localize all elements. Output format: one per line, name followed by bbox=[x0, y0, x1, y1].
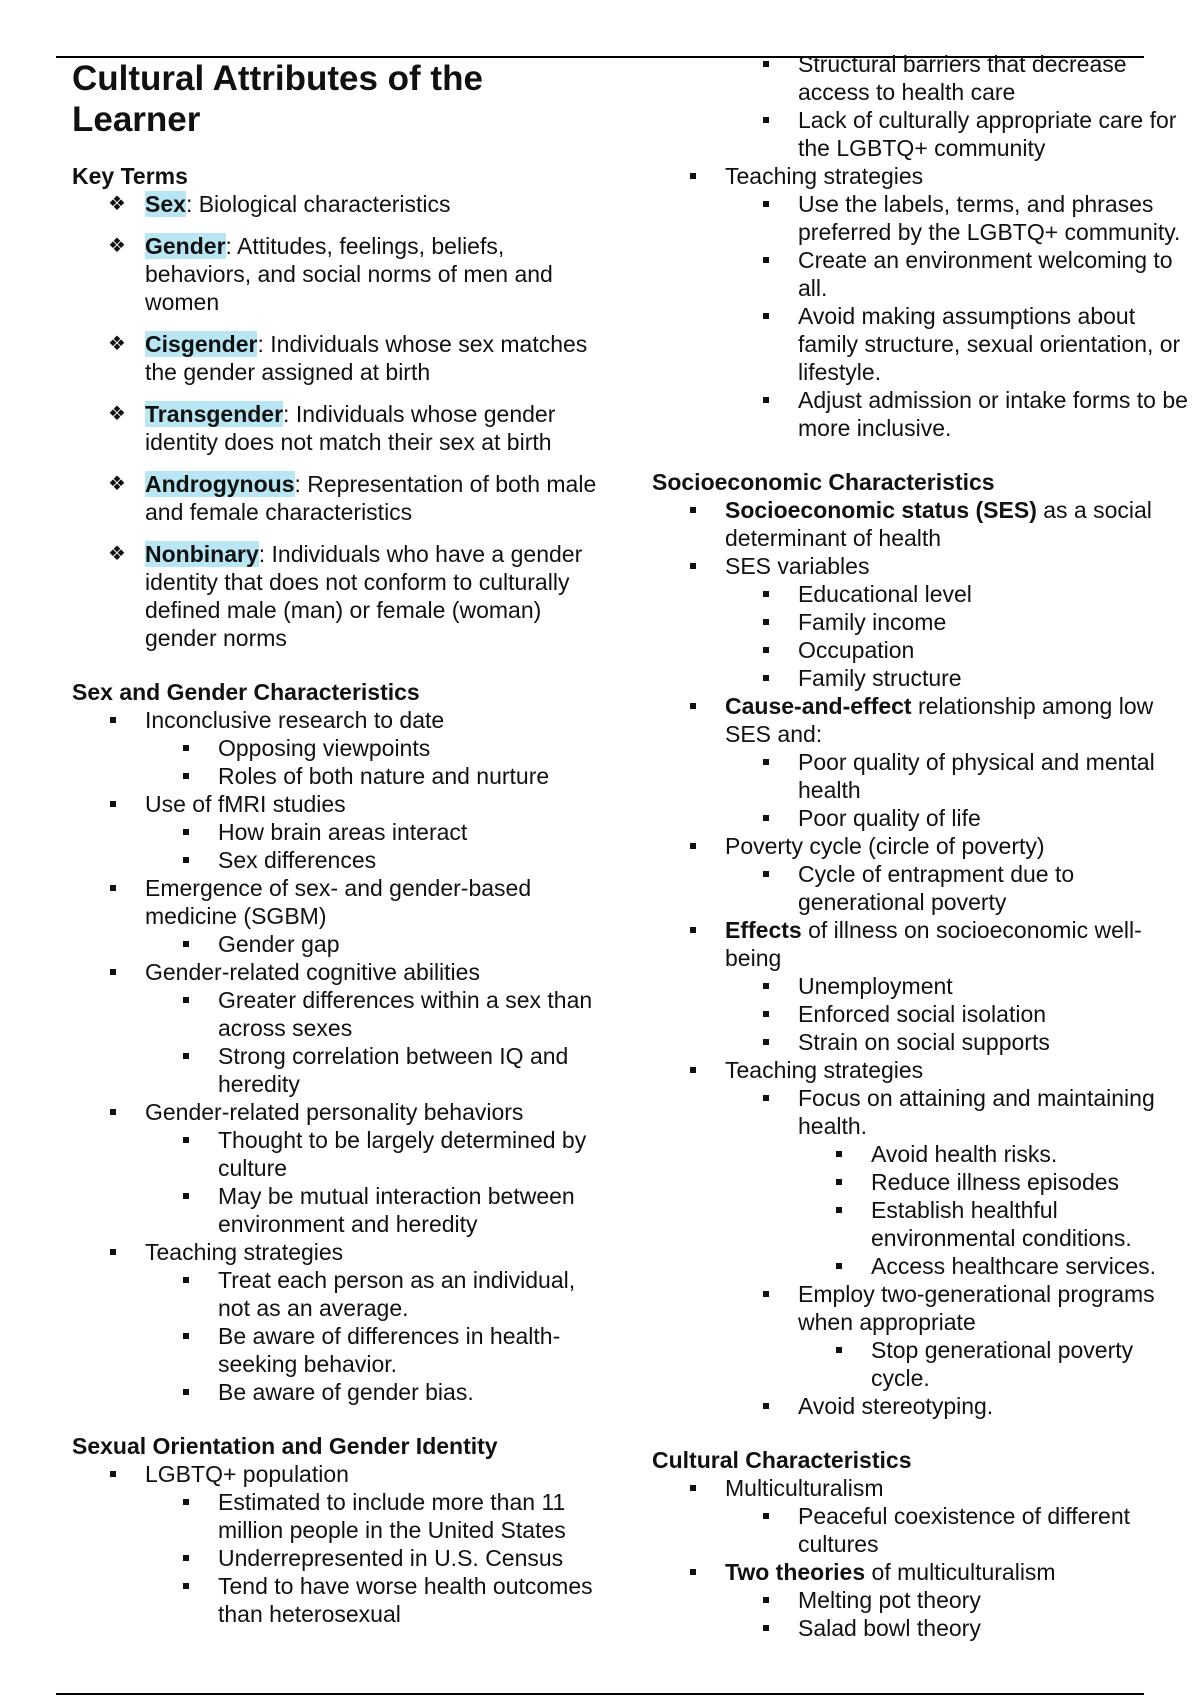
sub-item-text: Enforced social isolation bbox=[798, 1001, 1047, 1027]
sub-item-text: May be mutual interaction between environment and heredity bbox=[218, 1183, 575, 1237]
cultural-heading: Cultural Characteristics bbox=[652, 1447, 912, 1473]
sub-list-item bbox=[145, 734, 612, 762]
sub-sub-item-text: Stop generational poverty cycle. bbox=[871, 1337, 1134, 1391]
sub-item-text: Salad bowl theory bbox=[798, 1615, 981, 1641]
list-item-text: Poverty cycle (circle of poverty) bbox=[725, 833, 1045, 859]
sub-list-item bbox=[725, 580, 1192, 608]
sub-item-text: Peaceful coexistence of different cultures bbox=[798, 1503, 1131, 1557]
term-sex: Sex bbox=[145, 191, 186, 217]
square-bullet-icon bbox=[690, 843, 696, 849]
sub-item-text: Avoid making assumptions about family structure, sexual orientation, or lifestyle. bbox=[798, 303, 1181, 385]
sub-list bbox=[725, 190, 1192, 442]
sub-sub-item-text: Avoid health risks. bbox=[871, 1141, 1058, 1167]
left-column bbox=[72, 58, 612, 1692]
sub-item-text: Tend to have worse health outcomes than heterosexual bbox=[218, 1573, 593, 1627]
right-column bbox=[652, 50, 1192, 1692]
sub-item-text: Create an environment welcoming to all. bbox=[798, 247, 1173, 301]
key-term-item bbox=[72, 400, 612, 456]
orientation-teaching-list bbox=[652, 162, 1192, 442]
square-bullet-icon bbox=[183, 1499, 189, 1505]
sub-list-item bbox=[725, 636, 1192, 664]
square-bullet-icon bbox=[110, 1471, 116, 1477]
sub-list bbox=[725, 748, 1192, 832]
square-bullet-icon bbox=[836, 1347, 842, 1353]
sub-list-item bbox=[145, 846, 612, 874]
sub-item-text: Gender gap bbox=[218, 931, 340, 957]
cultural-list bbox=[652, 1474, 1192, 1642]
term-definition: : Biological characteristics bbox=[185, 191, 451, 217]
sub-item-text: Be aware of differences in health-seeking behavior. bbox=[218, 1323, 561, 1377]
square-bullet-icon bbox=[763, 117, 769, 123]
sub-item-text: Poor quality of physical and mental health bbox=[798, 749, 1155, 803]
sub-item-text: Use the labels, terms, and phrases preferred by the LGBTQ+ community. bbox=[798, 191, 1181, 245]
orientation-section bbox=[72, 1432, 612, 1628]
square-bullet-icon bbox=[763, 1513, 769, 1519]
bold-phrase: Socioeconomic status (SES) bbox=[725, 497, 1037, 523]
square-bullet-icon bbox=[763, 61, 769, 67]
list-item bbox=[72, 790, 612, 874]
term-androgynous: Androgynous bbox=[145, 471, 295, 497]
sub-list-item bbox=[725, 1502, 1192, 1558]
sub-list-item bbox=[145, 1266, 612, 1322]
list-item bbox=[652, 1056, 1192, 1420]
sub-list-item bbox=[145, 1042, 612, 1098]
square-bullet-icon bbox=[763, 201, 769, 207]
list-item bbox=[652, 496, 1192, 552]
square-bullet-icon bbox=[763, 1291, 769, 1297]
square-bullet-icon bbox=[763, 871, 769, 877]
square-bullet-icon bbox=[110, 1109, 116, 1115]
square-bullet-icon bbox=[836, 1151, 842, 1157]
sub-list bbox=[145, 818, 612, 874]
square-bullet-icon bbox=[110, 885, 116, 891]
list-item-text: Gender-related cognitive abilities bbox=[145, 959, 480, 985]
sub-list-item bbox=[725, 1280, 1192, 1392]
sub-list-item bbox=[725, 860, 1192, 916]
term-nonbinary: Nonbinary bbox=[145, 541, 259, 567]
square-bullet-icon bbox=[183, 1137, 189, 1143]
list-item-text: relationship among low SES and: bbox=[725, 693, 1154, 747]
square-bullet-icon bbox=[763, 983, 769, 989]
list-item bbox=[72, 1460, 612, 1628]
sub-list bbox=[145, 930, 612, 958]
term-definition: : Individuals whose sex matches the gender assigned at birth bbox=[145, 331, 588, 385]
square-bullet-icon bbox=[763, 1403, 769, 1409]
diamond-bullet-icon: ❖ bbox=[108, 333, 126, 355]
sub-sub-list bbox=[798, 1336, 1192, 1392]
sub-sub-item-text: Establish healthful environmental conditions. bbox=[871, 1197, 1132, 1251]
sub-list-item bbox=[145, 1182, 612, 1238]
sub-item-text: Treat each person as an individual, not as an average. bbox=[218, 1267, 576, 1321]
cultural-section bbox=[652, 1446, 1192, 1642]
sub-item-text: Melting pot theory bbox=[798, 1587, 981, 1613]
sub-list-item bbox=[725, 386, 1192, 442]
diamond-bullet-icon: ❖ bbox=[108, 403, 126, 425]
list-item bbox=[652, 692, 1192, 832]
square-bullet-icon bbox=[183, 1333, 189, 1339]
sub-list-item bbox=[145, 986, 612, 1042]
list-item-text: Teaching strategies bbox=[725, 1057, 924, 1083]
sex-gender-list bbox=[72, 706, 612, 1406]
sub-list bbox=[725, 580, 1192, 692]
sub-list bbox=[725, 1084, 1192, 1420]
sub-item-text: Thought to be largely determined by culture bbox=[218, 1127, 587, 1181]
sub-sub-list-item bbox=[798, 1140, 1192, 1168]
square-bullet-icon bbox=[183, 997, 189, 1003]
list-item bbox=[72, 958, 612, 1098]
square-bullet-icon bbox=[763, 257, 769, 263]
sub-list-item bbox=[725, 302, 1192, 386]
list-item bbox=[652, 1558, 1192, 1642]
socioeconomic-section bbox=[652, 468, 1192, 1420]
list-item-text: of multiculturalism bbox=[865, 1559, 1056, 1585]
square-bullet-icon bbox=[763, 619, 769, 625]
orientation-heading: Sexual Orientation and Gender Identity bbox=[72, 1433, 498, 1459]
list-item bbox=[72, 706, 612, 790]
square-bullet-icon bbox=[690, 1485, 696, 1491]
sub-item-text: Family structure bbox=[798, 665, 962, 691]
orientation-continued bbox=[652, 50, 1192, 442]
sub-list bbox=[145, 1488, 612, 1628]
square-bullet-icon bbox=[763, 1011, 769, 1017]
list-item bbox=[652, 832, 1192, 916]
sub-list-item bbox=[725, 1000, 1192, 1028]
term-definition: : Representation of both male and female characteristics bbox=[145, 471, 597, 525]
sub-item-text: Family income bbox=[798, 609, 947, 635]
term-definition: : Attitudes, feelings, beliefs, behaviors, and social norms of men and women bbox=[145, 233, 553, 315]
list-item bbox=[652, 1474, 1192, 1558]
sub-item-text: Structural barriers that decrease access to health care bbox=[798, 51, 1127, 105]
square-bullet-icon bbox=[690, 1569, 696, 1575]
list-item bbox=[652, 916, 1192, 1056]
sub-list-item bbox=[725, 1586, 1192, 1614]
square-bullet-icon bbox=[183, 1193, 189, 1199]
list-item bbox=[652, 552, 1192, 692]
sex-gender-heading: Sex and Gender Characteristics bbox=[72, 679, 420, 705]
list-item-text: Teaching strategies bbox=[725, 163, 924, 189]
sub-list-item bbox=[725, 1392, 1192, 1420]
square-bullet-icon bbox=[183, 1583, 189, 1589]
square-bullet-icon bbox=[690, 1067, 696, 1073]
square-bullet-icon bbox=[183, 829, 189, 835]
list-item bbox=[652, 162, 1192, 442]
sub-sub-list-item bbox=[798, 1336, 1192, 1392]
sub-sub-list-item bbox=[798, 1168, 1192, 1196]
sub-item-text: Adjust admission or intake forms to be more inclusive. bbox=[798, 387, 1188, 441]
diamond-bullet-icon: ❖ bbox=[108, 543, 126, 565]
sub-list-item bbox=[725, 1084, 1192, 1280]
square-bullet-icon bbox=[690, 927, 696, 933]
sub-item-text: Estimated to include more than 11 million people in the United States bbox=[218, 1489, 566, 1543]
sub-list-item bbox=[725, 190, 1192, 246]
square-bullet-icon bbox=[110, 1249, 116, 1255]
square-bullet-icon bbox=[183, 1277, 189, 1283]
key-terms-section bbox=[72, 162, 612, 652]
sub-list bbox=[145, 986, 612, 1098]
sub-sub-item-text: Reduce illness episodes bbox=[871, 1169, 1120, 1195]
sub-list-item bbox=[725, 246, 1192, 302]
key-term-item bbox=[72, 232, 612, 316]
list-item-text: Multiculturalism bbox=[725, 1475, 884, 1501]
sub-item-text: Employ two-generational programs when appropriate bbox=[798, 1281, 1155, 1335]
sub-list-item bbox=[145, 1322, 612, 1378]
key-term-item bbox=[72, 540, 612, 652]
list-item-text: Emergence of sex- and gender-based medicine (SGBM) bbox=[145, 875, 532, 929]
term-gender: Gender bbox=[145, 233, 226, 259]
sub-item-text: Cycle of entrapment due to generational poverty bbox=[798, 861, 1075, 915]
sub-list bbox=[145, 734, 612, 790]
sub-item-text: Underrepresented in U.S. Census bbox=[218, 1545, 564, 1571]
square-bullet-icon bbox=[183, 773, 189, 779]
square-bullet-icon bbox=[763, 397, 769, 403]
square-bullet-icon bbox=[690, 173, 696, 179]
sub-list-item bbox=[145, 1488, 612, 1544]
sub-item-text: Sex differences bbox=[218, 847, 377, 873]
list-item-text: Inconclusive research to date bbox=[145, 707, 445, 733]
square-bullet-icon bbox=[110, 717, 116, 723]
list-item-text: LGBTQ+ population bbox=[145, 1461, 349, 1487]
diamond-bullet-icon: ❖ bbox=[108, 235, 126, 257]
square-bullet-icon bbox=[763, 1039, 769, 1045]
sub-list-item bbox=[145, 818, 612, 846]
list-item-text: of illness on socioeconomic well-being bbox=[725, 917, 1142, 971]
sub-list-item bbox=[145, 1378, 612, 1406]
sub-list-item bbox=[725, 664, 1192, 692]
sub-item-text: Educational level bbox=[798, 581, 972, 607]
square-bullet-icon bbox=[763, 1095, 769, 1101]
sub-list bbox=[725, 972, 1192, 1056]
sub-list bbox=[725, 860, 1192, 916]
diamond-bullet-icon: ❖ bbox=[108, 473, 126, 495]
square-bullet-icon bbox=[763, 675, 769, 681]
sub-list-item bbox=[145, 1544, 612, 1572]
sub-list-item bbox=[725, 748, 1192, 804]
term-cisgender: Cisgender bbox=[145, 331, 258, 357]
square-bullet-icon bbox=[183, 1555, 189, 1561]
sub-item-text: Unemployment bbox=[798, 973, 953, 999]
list-item-text: as a social determinant of health bbox=[725, 497, 1152, 551]
sub-list bbox=[145, 1266, 612, 1406]
key-terms-heading: Key Terms bbox=[72, 163, 188, 189]
sub-list-item bbox=[725, 50, 1192, 106]
square-bullet-icon bbox=[763, 1597, 769, 1603]
sub-item-text: Focus on attaining and maintaining health. bbox=[798, 1085, 1155, 1139]
square-bullet-icon bbox=[110, 969, 116, 975]
sub-sub-item-text: Access healthcare services. bbox=[871, 1253, 1157, 1279]
square-bullet-icon bbox=[763, 591, 769, 597]
square-bullet-icon bbox=[690, 703, 696, 709]
socioeconomic-heading: Socioeconomic Characteristics bbox=[652, 469, 995, 495]
continued-sub-list bbox=[725, 50, 1192, 162]
sub-list-item bbox=[725, 1614, 1192, 1642]
sub-list-item bbox=[725, 608, 1192, 636]
diamond-bullet-icon: ❖ bbox=[108, 193, 126, 215]
square-bullet-icon bbox=[183, 1053, 189, 1059]
square-bullet-icon bbox=[763, 815, 769, 821]
sub-list bbox=[725, 1586, 1192, 1642]
bottom-rule bbox=[56, 1693, 1144, 1695]
sub-list-item bbox=[725, 972, 1192, 1000]
sub-item-text: Strain on social supports bbox=[798, 1029, 1050, 1055]
sub-list bbox=[725, 1502, 1192, 1558]
sub-item-text: Occupation bbox=[798, 637, 915, 663]
sex-gender-section bbox=[72, 678, 612, 1406]
square-bullet-icon bbox=[763, 1625, 769, 1631]
list-item-text: Teaching strategies bbox=[145, 1239, 344, 1265]
square-bullet-icon bbox=[836, 1179, 842, 1185]
sub-list-item bbox=[145, 1572, 612, 1628]
sub-list-item bbox=[725, 804, 1192, 832]
sub-list-item bbox=[145, 762, 612, 790]
square-bullet-icon bbox=[763, 313, 769, 319]
sub-item-text: How brain areas interact bbox=[218, 819, 468, 845]
sub-list-item bbox=[725, 1028, 1192, 1056]
socioeconomic-list bbox=[652, 496, 1192, 1420]
square-bullet-icon bbox=[836, 1207, 842, 1213]
sub-list-item bbox=[145, 930, 612, 958]
orientation-list bbox=[72, 1460, 612, 1628]
square-bullet-icon bbox=[763, 759, 769, 765]
key-terms-list bbox=[72, 190, 612, 652]
sub-item-text: Roles of both nature and nurture bbox=[218, 763, 550, 789]
sub-list-item bbox=[145, 1126, 612, 1182]
sub-sub-list bbox=[798, 1140, 1192, 1280]
sub-item-text: Avoid stereotyping. bbox=[798, 1393, 994, 1419]
bold-phrase: Effects bbox=[725, 917, 802, 943]
square-bullet-icon bbox=[763, 647, 769, 653]
term-definition: : Individuals whose gender identity does not match their sex at birth bbox=[145, 401, 556, 455]
page-title: Cultural Attributes of the Learner bbox=[72, 59, 483, 139]
sub-list bbox=[145, 1126, 612, 1238]
sub-item-text: Greater differences within a sex than across sexes bbox=[218, 987, 593, 1041]
key-term-item bbox=[72, 190, 612, 218]
term-definition: : Individuals who have a gender identity that does not conform to culturally defined male (man) or female (woman) gender norms bbox=[145, 541, 583, 651]
sub-sub-list-item bbox=[798, 1252, 1192, 1280]
sub-list-item bbox=[725, 106, 1192, 162]
bold-phrase: Cause-and-effect bbox=[725, 693, 912, 719]
term-transgender: Transgender bbox=[145, 401, 284, 427]
square-bullet-icon bbox=[110, 801, 116, 807]
square-bullet-icon bbox=[690, 563, 696, 569]
sub-item-text: Opposing viewpoints bbox=[218, 735, 431, 761]
list-item bbox=[72, 1238, 612, 1406]
list-item bbox=[72, 1098, 612, 1238]
square-bullet-icon bbox=[183, 857, 189, 863]
key-term-item bbox=[72, 330, 612, 386]
square-bullet-icon bbox=[836, 1263, 842, 1269]
sub-item-text: Poor quality of life bbox=[798, 805, 981, 831]
list-item-text: Gender-related personality behaviors bbox=[145, 1099, 524, 1125]
sub-item-text: Strong correlation between IQ and heredity bbox=[218, 1043, 569, 1097]
square-bullet-icon bbox=[183, 1389, 189, 1395]
square-bullet-icon bbox=[183, 941, 189, 947]
sub-sub-list-item bbox=[798, 1196, 1192, 1252]
key-term-item bbox=[72, 470, 612, 526]
bold-phrase: Two theories bbox=[725, 1559, 866, 1585]
sub-item-text: Lack of culturally appropriate care for the LGBTQ+ community bbox=[798, 107, 1177, 161]
sub-item-text: Be aware of gender bias. bbox=[218, 1379, 474, 1405]
square-bullet-icon bbox=[183, 745, 189, 751]
list-item bbox=[72, 874, 612, 958]
list-item-text: Use of fMRI studies bbox=[145, 791, 346, 817]
list-item-text: SES variables bbox=[725, 553, 870, 579]
square-bullet-icon bbox=[690, 507, 696, 513]
